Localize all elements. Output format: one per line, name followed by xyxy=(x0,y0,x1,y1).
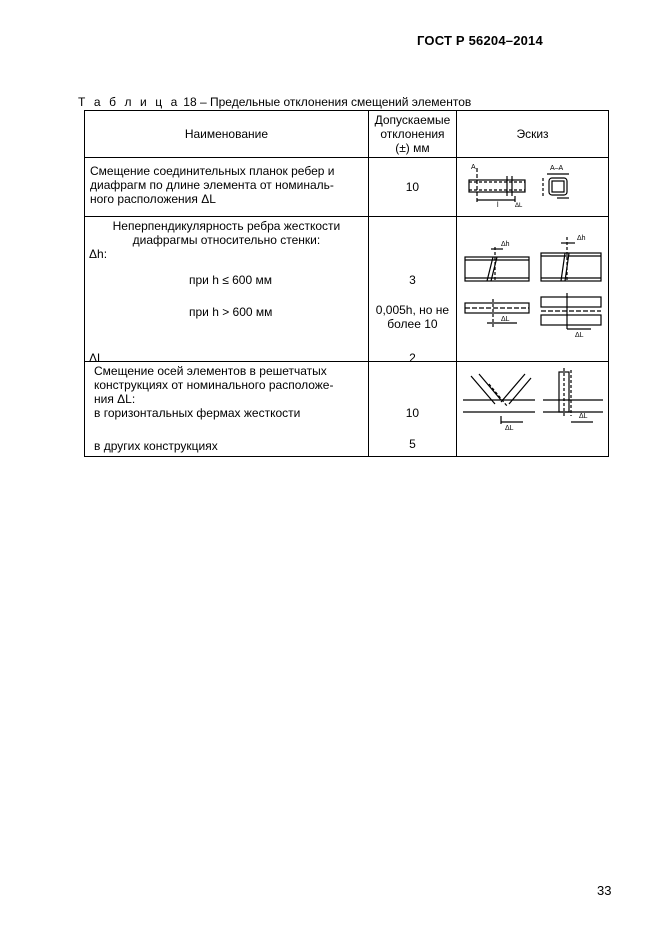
sketch-mark-l: l xyxy=(497,202,499,209)
sketch-dh-1: Δh xyxy=(501,241,510,248)
sketch-dl-1: ΔL xyxy=(501,316,510,323)
sketch-dl-2: ΔL xyxy=(575,332,584,337)
row3-sketch xyxy=(457,362,609,457)
sketch-dl-3: ΔL xyxy=(505,425,514,432)
document-header: ГОСТ Р 56204–2014 xyxy=(417,33,543,48)
table-row xyxy=(85,217,609,362)
caption-title: – Предельные отклонения смещений элементов xyxy=(199,95,472,109)
row3-name: Смещение осей элементов в решетчатых конструкциях от номинального расположе- ния ΔL: в горизонтальных фермах жесткости в других конструкциях xyxy=(85,362,369,457)
row1-sketch xyxy=(457,158,609,217)
sketch-dl: ΔL xyxy=(515,203,523,209)
table-row xyxy=(85,362,609,457)
row2-name: Неперпендикулярность ребра жесткости диафрагмы относительно стенки: Δh: при h ≤ 600 мм при h > 600 мм ΔL xyxy=(85,217,369,362)
sketch-mark-a: A xyxy=(471,164,476,171)
deviation-table xyxy=(84,110,609,457)
table-caption xyxy=(78,95,471,109)
sketch-section: A–A xyxy=(550,165,564,172)
table-header-row xyxy=(85,111,609,158)
header-name: Наименование xyxy=(85,111,369,158)
row2-values: 3 0,005h, но не более 10 2 xyxy=(368,217,456,362)
planks-offset-sketch xyxy=(457,158,607,210)
row1-value: 10 xyxy=(368,158,456,217)
table-row xyxy=(85,158,609,217)
sketch-dh-2: Δh xyxy=(577,235,586,242)
sketch-dl-4: ΔL xyxy=(579,413,588,420)
row1-name: Смещение соединительных планок ребер и диафрагм по длине элемента от номиналь- ного расположения ΔL xyxy=(85,158,369,217)
header-tolerance: Допускаемые отклонения (±) мм xyxy=(368,111,456,158)
truss-axes-offset-sketch xyxy=(457,362,607,434)
header-sketch: Эскиз xyxy=(457,111,609,158)
row2-sketch xyxy=(457,217,609,362)
caption-number: 18 xyxy=(183,95,197,109)
row3-values: 10 5 xyxy=(368,362,456,457)
page-number: 33 xyxy=(597,883,612,898)
caption-prefix: Т а б л и ц а xyxy=(78,95,180,109)
rib-perpendicularity-sketch xyxy=(457,217,607,337)
